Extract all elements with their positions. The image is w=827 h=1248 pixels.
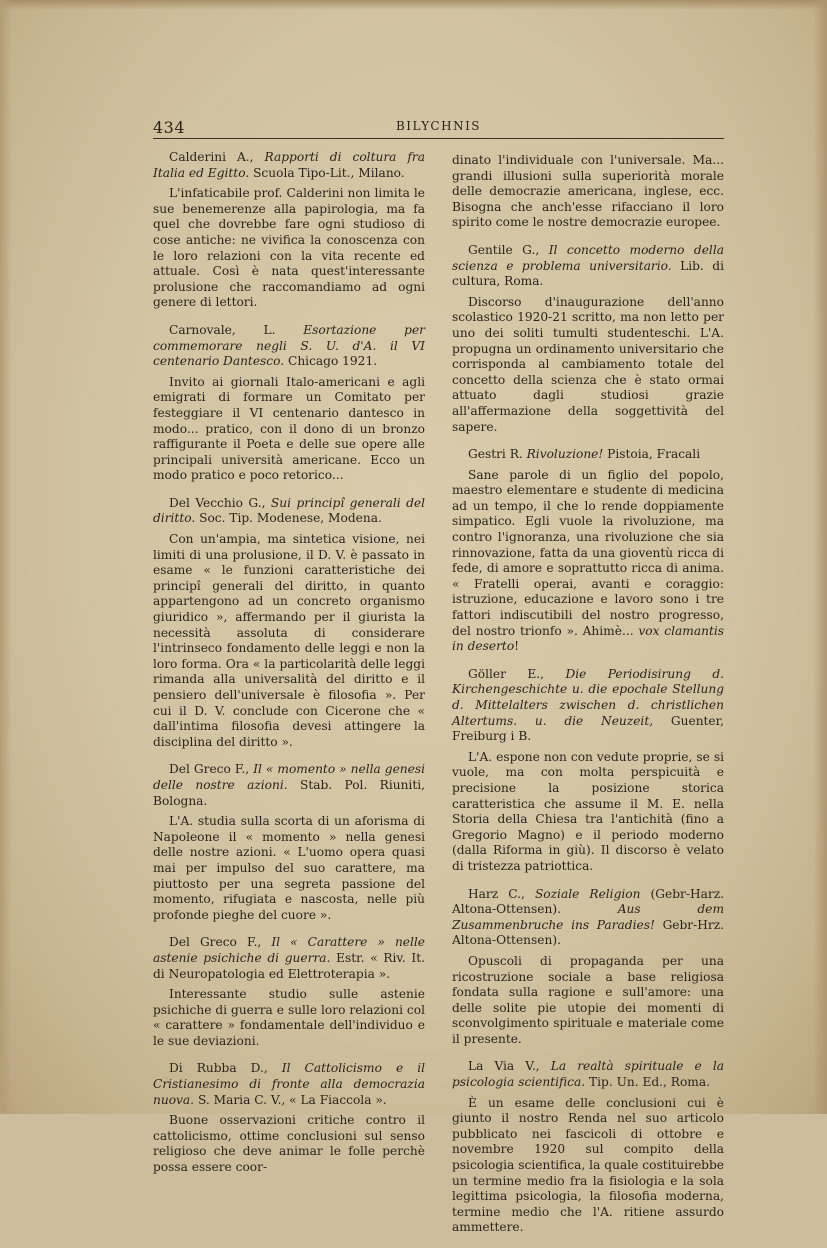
review-text: Con un'ampia, ma sintetica visione, nei limiti di una prolusione, il D. V. è passato in esame « le funzioni caratteristiche dei principî generali del diritto, in quanto appartengono ad un concreto organismo giuridico », affermando per il giurista la necessità assoluta di considerare l'intrinseco fondamento delle leggi e non la loro forma. Ora « la particolarità delle leggi rimanda alla universalità del diritto e il pensiero dell'universale è filosofia ». Per cui il D. V. conclude con Cicerone che « dall'intima filosofia devesi attingere la disciplina del diritto ». (153, 532, 425, 749)
work-title: Die Periodisirung d. Kirchengeschichte u. die epochale Stellung d. Mittelalters zwischen d. christlichen Altertums. u. die Neuzeit, (452, 666, 724, 728)
citation (153, 150, 425, 181)
publisher: Stab. Pol. Riuniti, Bologna. (153, 777, 425, 808)
page-number: 434 (153, 118, 186, 137)
review-text-italic: vox clamantis in deserto (452, 623, 725, 654)
review-text: Buone osservazioni critiche contro il cattolicismo, ottime conclusioni sul senso religioso che deve animar le folle perchè possa essere coor- (153, 1113, 425, 1175)
review-entry-continued (452, 153, 724, 231)
running-title: BILYCHNIS (395, 119, 482, 133)
work-title: Il « momento » nella genesi delle nostre azioni. (153, 762, 426, 792)
page-edge-shadow-right (813, 0, 827, 1114)
citation (452, 667, 724, 745)
work-title: Il « Carattere » nelle astenie psichiche di guerra. (153, 935, 426, 965)
author: Del Greco F., (169, 935, 262, 950)
work-title: Rivoluzione! (526, 447, 604, 462)
author: Del Greco F., (169, 762, 250, 777)
review-entry (452, 243, 724, 435)
publisher: Scuola Tipo-Lit., Milano. (253, 165, 405, 180)
citation (452, 447, 724, 463)
citation (452, 887, 724, 949)
publisher: Tip. Un. Ed., Roma. (589, 1075, 710, 1090)
review-entry (153, 150, 425, 311)
citation (153, 1061, 425, 1108)
review-text: È un esame delle conclusioni cui è giunto il nostro Renda nel suo articolo pubblicato nei fascicoli di ottobre e novembre 1920 sul compito della psicologia scientifica, la quale costituirebbe un termine medio fra la fisiologia e la sola legittima psicologia, la filosofia moderna, termine medio che l'A. ritiene assurdo ammettere. (452, 1095, 724, 1235)
review-text: dinato l'individuale con l'universale. Ma... grandi illusioni sulla superiorità morale delle democrazie americana, inglese, ecc. Bisogna che anch'esse rifacciano il loro spirito come le nostre democrazie europee. (452, 153, 724, 230)
review-text: Invito ai giornali Italo-americani e agli emigrati di formare un Comitato per festeggiare il VI centenario dantesco in modo... pratico, con il dono di un bronzo raffigurante il Poeta e delle sue opere alle principali università americane. Ecco un modo pratico e poco retorico... (153, 374, 425, 483)
work-title: Il concetto moderno della scienza e problema universitario. (452, 242, 724, 273)
review-entry (452, 447, 724, 655)
review-text: L'A. studia sulla scorta di un aforisma di Napoleone il « momento » nella genesi delle nostre azioni. « L'uomo opera quasi mai per impulso del suo carattere, ma piuttosto per una segreta passione del momento, rifugiata e nascosta, nelle più profonde pieghe del cuore ». (153, 814, 425, 922)
review-entry (153, 323, 425, 484)
review-entry (153, 1061, 425, 1175)
work-title: La realtà spirituale e la psicologia scientifica. (452, 1059, 725, 1090)
author: Gentile G., (468, 242, 540, 257)
review-entry (452, 667, 724, 875)
page-header (153, 118, 724, 138)
work-title: Soziale Religion (534, 886, 641, 901)
review-entry (153, 496, 425, 751)
right-column (452, 153, 724, 1248)
review-text-end: ! (514, 639, 520, 654)
work-title-2: Aus dem Zusammenbruche ins Paradies! (452, 902, 724, 932)
author: Gestri R. (468, 447, 523, 462)
author: Harz C., (468, 886, 525, 901)
author: Göller E., (468, 666, 544, 681)
review-text-main: Sane parole di un figlio del popolo, maestro elementare e studente di medicina ad un tempo, il che lo rende doppiamente simpatico. Egli vuole la rivoluzione, ma contro l'ignoranza, una rivoluzione che sia rinnovazione, fatta da una gioventù ricca di fede, di amore e soprattutto ricca di anima. « Fratelli operai, avanti e coraggio: istruzione, educazione e lavoro sono i tre fattori indiscutibili del nostro progresso, del nostro trionfo ». Ahimè... (452, 467, 724, 638)
page-edge-shadow-left (0, 0, 12, 1114)
publisher: Lib. di cultura, Roma. (452, 258, 724, 289)
author: Calderini A., (169, 150, 254, 164)
work-title: Rapporti di coltura fra Italia ed Egitto. (153, 150, 426, 180)
review-entry (452, 1059, 724, 1236)
publisher: S. Maria C. V., « La Fiaccola ». (197, 1092, 387, 1107)
citation (153, 323, 425, 370)
publisher: Soc. Tip. Modenese, Modena. (199, 511, 382, 526)
work-title: Esortazione per commemorare negli S. U. d'A. il VI centenario Dantesco. (153, 322, 425, 369)
publisher-2: Gebr-Hrz. Altona-Ottensen). (452, 917, 725, 948)
review-entry (153, 762, 425, 923)
citation (153, 496, 425, 527)
work-title: Sui principî generali del diritto. (153, 495, 426, 526)
author: Del Vecchio G., (169, 495, 266, 510)
review-text: L'infaticabile prof. Calderini non limita le sue benemerenze alla papirologia, ma fa quel che dovrebbe fare ogni studioso di cose antiche: ne vivifica la conoscenza con le loro relazioni con la vita recente ed attuale. Così è nata quest'interessante prolusione che raccomandiamo ad ogni genere di lettori. (153, 186, 425, 310)
citation (153, 762, 425, 809)
review-text (452, 468, 724, 655)
page-edge-shadow-top (0, 0, 827, 10)
publisher: Chicago 1921. (288, 354, 378, 369)
author: Di Rubba D., (169, 1061, 268, 1076)
author: La Via V., (468, 1059, 540, 1074)
publisher: (Gebr-Harz. Altona-Ottensen). (452, 886, 725, 917)
citation (452, 243, 724, 290)
header-rule (153, 138, 724, 139)
left-column (153, 150, 425, 1188)
review-text: Discorso d'inaugurazione dell'anno scolastico 1920-21 scritto, ma non letto per uno dei soliti tumulti studenteschi. L'A. propugna un ordinamento universitario che corrisponda al cambiamento totale del concetto della scienza che è stato ormai attuato dagli studiosi grazie all'affermazione della soggettività del sapere. (452, 294, 724, 434)
work-title: Il Cattolicismo e il Cristianesimo di fronte alla democrazia nuova. (153, 1061, 426, 1107)
review-entry (452, 887, 724, 1048)
review-text: L'A. espone non con vedute proprie, se si vuole, ma con molta perspicuità e precisione la posizione storica caratteristica che assume il M. E. nella Storia della Chiesa tra l'antichità (fino a Gregorio Magno) e il periodo moderno (dalla Riforma in giù). Il discorso è velato di tristezza patriottica. (452, 749, 724, 873)
review-text: Opuscoli di propaganda per una ricostruzione sociale a base religiosa fondata sulla ragione e sull'amore: una delle solite pie utopie dei momenti di sconvolgimento spirituale e materiale come il presente. (452, 953, 724, 1046)
publisher: Estr. « Riv. It. di Neuropatologia ed Elettroterapia ». (153, 950, 425, 981)
review-text: Interessante studio sulle astenie psichiche di guerra e sulle loro relazioni col « carattere » fondamentale dell'individuo e le sue deviazioni. (153, 987, 425, 1048)
review-entry (153, 935, 425, 1049)
citation (153, 935, 425, 982)
citation (452, 1059, 724, 1090)
publisher: Pistoia, Fracali (607, 447, 701, 462)
author: Carnovale, L. (169, 322, 276, 337)
publisher: Guenter, Freiburg i B. (452, 713, 725, 744)
